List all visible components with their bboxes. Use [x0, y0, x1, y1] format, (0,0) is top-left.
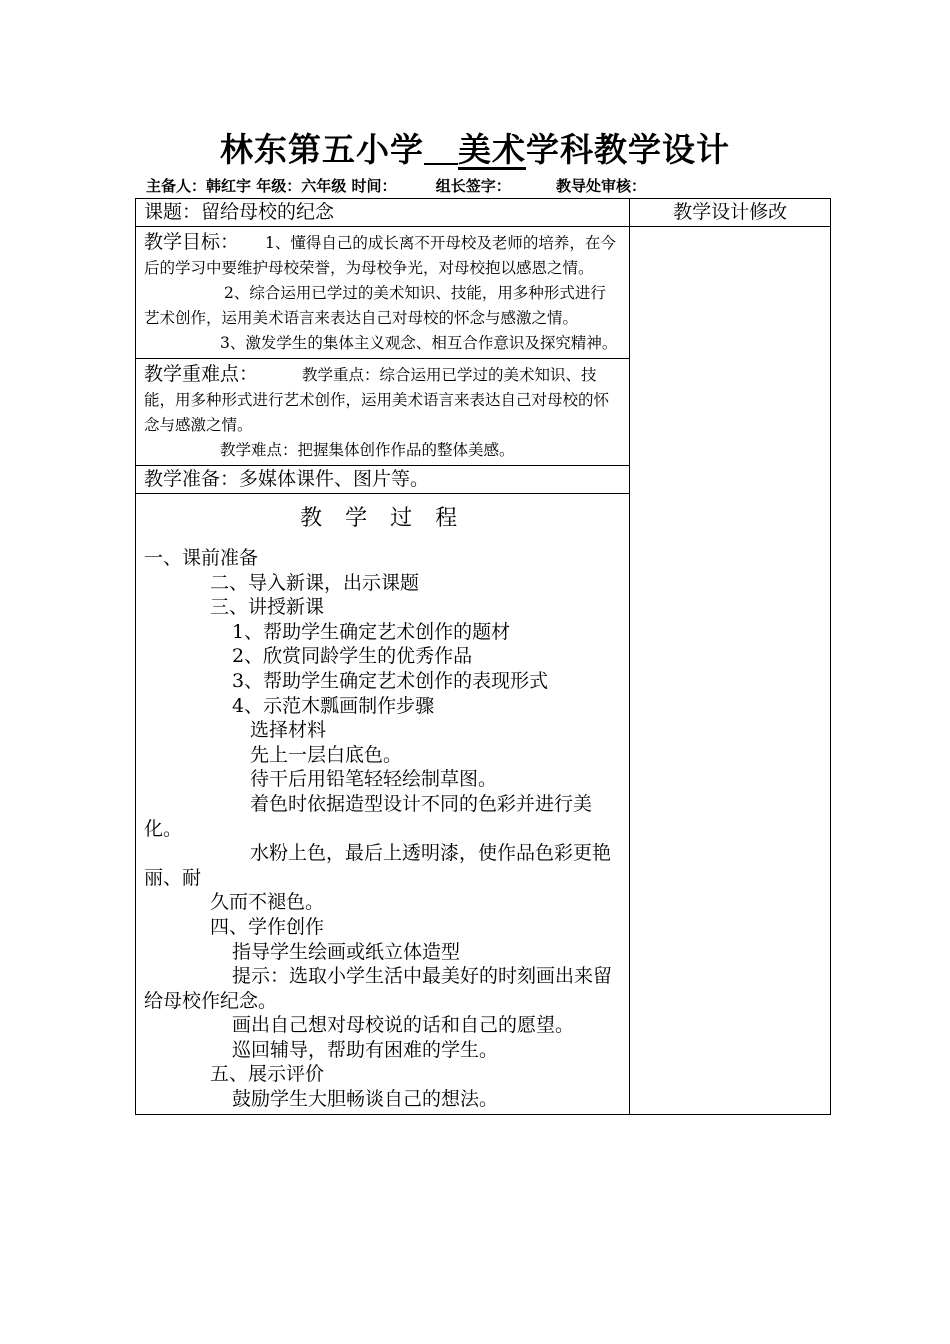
meta-office-review: 教导处审核：: [556, 177, 647, 195]
title-subject: 美术: [458, 130, 526, 169]
meta-line: [146, 175, 646, 197]
process-line: 四、学作创作: [210, 915, 325, 938]
meta-preparer: 主备人：韩红宇: [146, 177, 252, 195]
objective-2-text: 2、综合运用已学过的美术知识、技能，用多种形式进行艺术创作，运用美术语言来表达自己对母校的怀念与感激之情。: [144, 284, 606, 327]
process-line: 提示：选取小学生活中最美好的时刻画出来留给母校作纪念。: [144, 965, 613, 1012]
meta-grade: 年级：六年级: [256, 177, 347, 195]
title-suffix: 学科教学设计: [526, 130, 730, 169]
process-line: 2、欣赏同龄学生的优秀作品: [232, 645, 473, 668]
process-line: 三、讲授新课: [210, 596, 325, 619]
key-focus-text: 教学重点：综合运用已学过的美术知识、技能，用多种形式进行艺术创作，运用美术语言来表达自己对母校的怀念与感激之情。: [144, 366, 610, 434]
process-line: 水粉上色，最后上透明漆，使作品色彩更艳丽、耐: [144, 842, 612, 889]
meta-leader-sign: 组长签字：: [435, 177, 511, 195]
process-line: 指导学生绘画或纸立体造型: [232, 940, 461, 963]
process-cell: [136, 494, 630, 1115]
process-line: 巡回辅导，帮助有困难的学生。: [232, 1038, 499, 1061]
objectives-cell: [136, 227, 630, 359]
objective-3: [144, 331, 621, 356]
document-title: [0, 126, 950, 174]
key-difficulty: [144, 438, 621, 463]
process-line: 待干后用铅笔轻轻绘制草图。: [250, 768, 498, 791]
meta-time: 时间：: [351, 177, 397, 195]
process-line: 鼓励学生大胆畅谈自己的想法。: [232, 1088, 499, 1111]
process-line: 着色时依据造型设计不同的色彩并进行美化。: [144, 792, 593, 840]
keypoints-cell: [136, 359, 630, 466]
process-line: 4、示范木瓢画制作步骤: [232, 694, 435, 717]
process-line: 二、导入新课，出示课题: [210, 571, 420, 594]
objectives-row: [136, 227, 831, 359]
keypoints-label: 教学重难点：: [144, 363, 259, 385]
topic-cell: 课题：留给母校的纪念: [136, 199, 630, 227]
key-difficulty-text: 教学难点：把握集体创作作品的整体美感。: [220, 441, 515, 459]
lesson-plan-table: [135, 198, 831, 1115]
process-line: 久而不褪色。: [210, 891, 325, 914]
revision-header: 教学设计修改: [630, 199, 831, 227]
process-line: 3、帮助学生确定艺术创作的表现形式: [232, 669, 549, 692]
preparation-cell: 教学准备：多媒体课件、图片等。: [136, 466, 630, 494]
process-line: 五、展示评价: [210, 1063, 325, 1086]
objective-1: [144, 229, 621, 281]
revision-cell: [630, 227, 831, 1115]
process-line: 先上一层白底色。: [250, 743, 403, 766]
objectives-label: 教学目标：: [144, 231, 240, 253]
key-focus: [144, 361, 621, 438]
title-school: 林东第五小学: [220, 130, 424, 169]
process-line: 1、帮助学生确定艺术创作的题材: [232, 620, 511, 643]
objective-1-text: 1、懂得自己的成长离不开母校及老师的培养，在今后的学习中要维护母校荣誉，为母校争光，对母校抱以感恩之情。: [144, 234, 616, 277]
process-line: 选择材料: [250, 719, 327, 742]
process-line: 画出自己想对母校说的话和自己的愿望。: [232, 1014, 575, 1037]
objective-3-text: 3、激发学生的集体主义观念、相互合作意识及探究精神。: [220, 334, 618, 352]
objective-2: [144, 281, 621, 331]
title-underline-gap: [424, 163, 458, 165]
process-line: 一、课前准备: [144, 547, 259, 569]
process-title: 教 学 过 程: [300, 506, 466, 531]
topic-row: [136, 199, 831, 227]
